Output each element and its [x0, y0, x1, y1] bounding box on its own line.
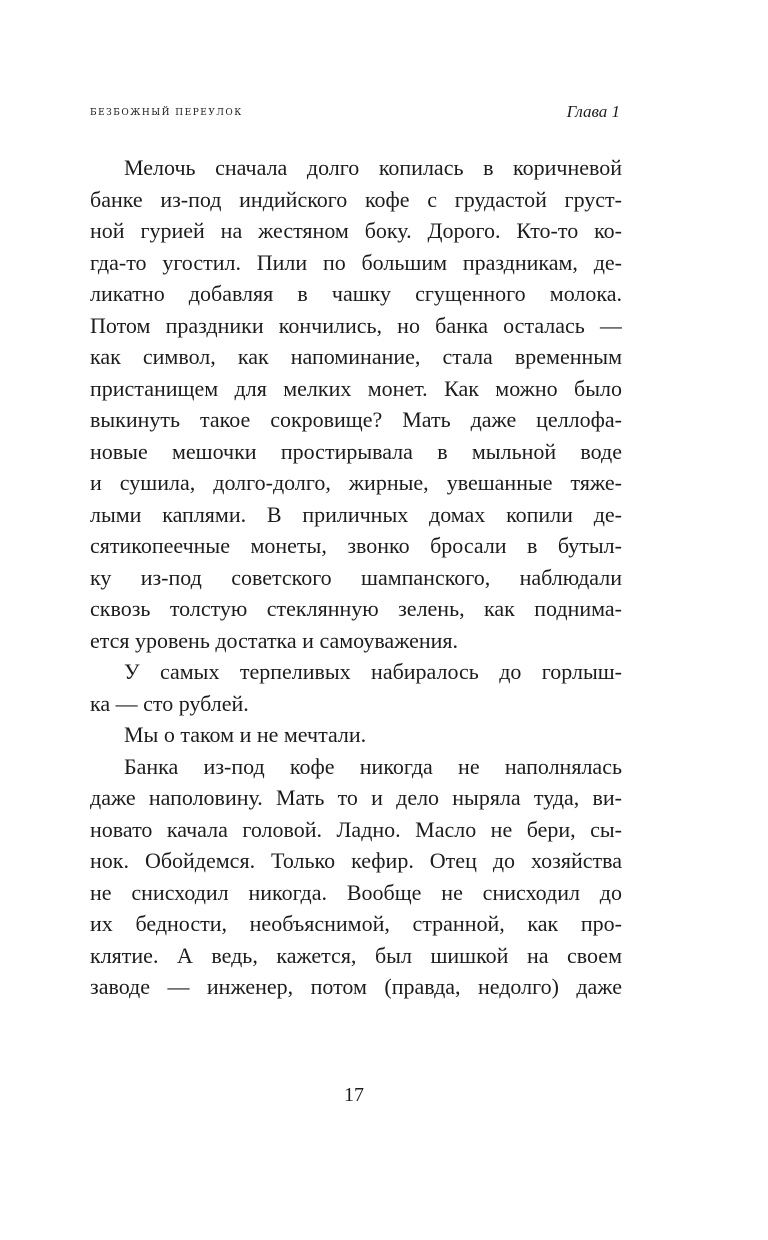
text-line: новато качала головой. Ладно. Масло не бери, сы-	[90, 816, 622, 842]
book-title: безбожный переулок	[90, 104, 243, 119]
text-line: новые мешочки простирывала в мыльной воде	[90, 438, 622, 464]
text-line: Мы о таком и не мечтали.	[124, 722, 367, 747]
text-line: ка — сто рублей.	[90, 690, 249, 716]
text-line: лыми каплями. В приличных домах копили де-	[90, 501, 622, 527]
running-head	[90, 104, 620, 128]
text-line: Мелочь сначала долго копилась в коричневой	[124, 155, 622, 180]
page-number: 17	[344, 1084, 364, 1106]
text-line: ликатно добавляя в чашку сгущенного молока.	[90, 281, 622, 306]
text-line: даже наполовину. Мать то и дело ныряла туда, ви-	[90, 785, 622, 810]
text-line: и сушила, долго-долго, жирные, увешанные тяже-	[90, 470, 622, 495]
text-line: Банка из-под кофе никогда не наполнялась	[124, 753, 622, 779]
text-line: гда-то угостил. Пили по большим праздникам, де-	[90, 249, 622, 275]
body-text	[90, 152, 622, 1003]
text-line: как символ, как напоминание, стала временным	[90, 344, 622, 369]
text-line: их бедности, необъяснимой, странной, как про-	[90, 911, 622, 936]
text-line: заводе — инженер, потом (правда, недолго) даже	[90, 974, 622, 999]
text-line: нок. Обойдемся. Только кефир. Отец до хозяйства	[90, 848, 622, 873]
text-line: клятие. А ведь, кажется, был шишкой на своем	[90, 942, 622, 968]
text-line: не снисходил никогда. Вообще не снисходил до	[90, 879, 622, 905]
chapter-label: Глава 1	[566, 102, 620, 121]
text-line: Потом праздники кончились, но банка осталась —	[90, 312, 622, 338]
text-line: пристанищем для мелких монет. Как можно было	[90, 375, 622, 401]
text-line: сквозь толстую стеклянную зелень, как поднима-	[90, 596, 622, 621]
text-line: банке из-под индийского кофе с грудастой груст-	[90, 186, 622, 212]
text-line: ется уровень достатка и самоуважения.	[90, 627, 459, 653]
text-line: У самых терпеливых набиралось до горлыш-	[124, 659, 622, 684]
text-line: ку из-под советского шампанского, наблюдали	[90, 564, 622, 590]
text-line: сятикопеечные монеты, звонко бросали в бутыл-	[90, 533, 622, 558]
text-line: ной гурией на жестяном боку. Дорого. Кто-то ко-	[90, 218, 622, 243]
text-line: выкинуть такое сокровище? Мать даже целлофа-	[90, 407, 622, 432]
